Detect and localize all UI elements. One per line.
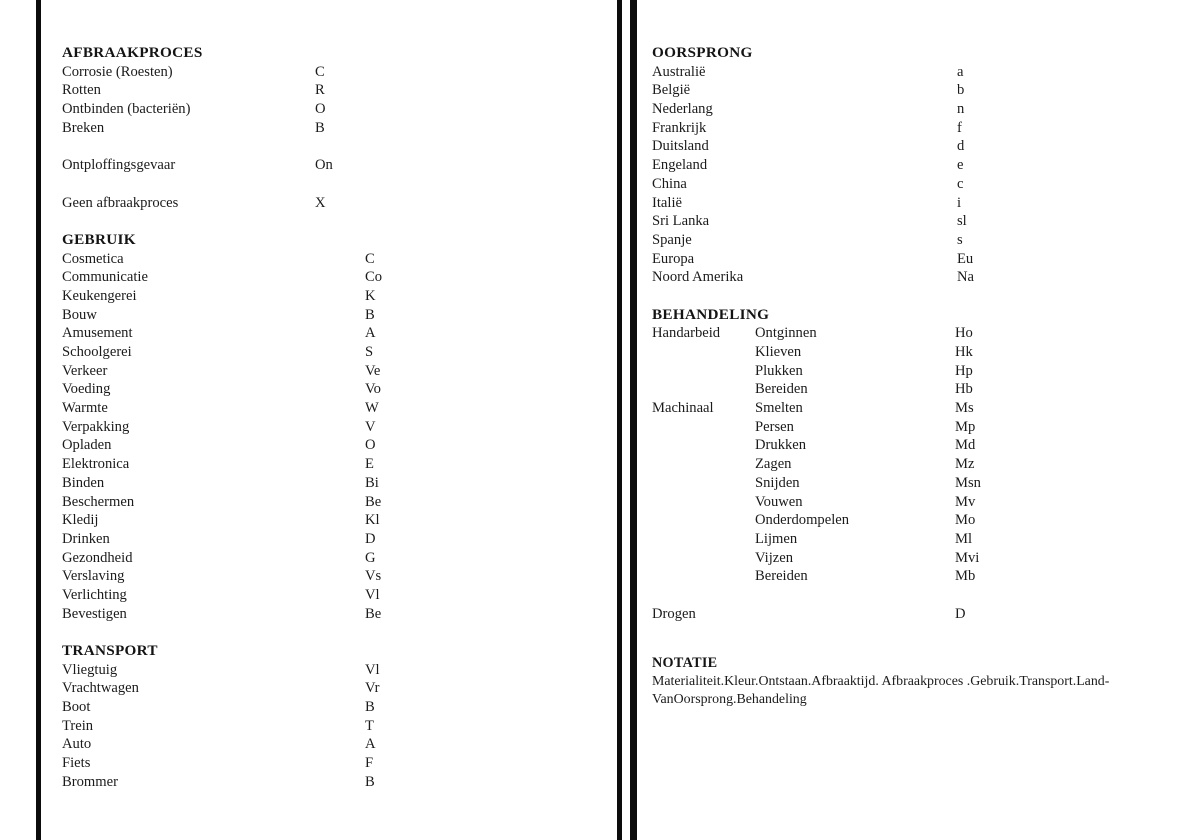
item-label: Verkeer xyxy=(62,362,108,379)
item-label: Snijden xyxy=(755,474,800,491)
item-code: Mp xyxy=(955,418,976,435)
list-item xyxy=(62,549,610,568)
item-label: Ontploffingsgevaar xyxy=(62,157,176,174)
item-code: f xyxy=(957,119,962,136)
list-item xyxy=(652,100,1157,119)
item-label: Vijzen xyxy=(755,549,794,566)
item-code: K xyxy=(365,287,376,304)
list-item xyxy=(62,399,610,418)
list-item xyxy=(652,324,1157,343)
section-title-notatie: NOTATIE xyxy=(652,655,718,672)
group-label xyxy=(652,567,755,586)
item-code: Vo xyxy=(365,381,381,398)
list-item xyxy=(652,380,1157,399)
item-label: Geen afbraakproces xyxy=(62,194,179,211)
item-code: Mb xyxy=(955,568,976,585)
item-label: Corrosie (Roesten) xyxy=(62,63,173,80)
list-item xyxy=(62,81,610,100)
item-label: Fiets xyxy=(62,755,91,772)
group-label xyxy=(652,530,755,549)
list-item xyxy=(62,287,610,306)
spine-edge-line-left xyxy=(617,0,622,840)
item-code: Vs xyxy=(365,568,382,585)
left-page-edge-line xyxy=(36,0,41,840)
item-code: Vl xyxy=(365,586,380,603)
list-item xyxy=(652,549,1157,568)
item-code: Eu xyxy=(957,250,974,267)
list-item xyxy=(652,175,1157,194)
group-label xyxy=(652,549,755,568)
item-label: Bouw xyxy=(62,306,97,323)
item-label: Cosmetica xyxy=(62,250,124,267)
item-label: Vliegtuig xyxy=(62,661,118,678)
list-item xyxy=(62,418,610,437)
item-label: Schoolgerei xyxy=(62,344,132,361)
list-item xyxy=(62,735,610,754)
item-label: Beschermen xyxy=(62,493,135,510)
list-item xyxy=(62,698,610,717)
item-code: sl xyxy=(957,213,967,230)
item-code: Ho xyxy=(955,325,973,342)
item-label: Warmte xyxy=(62,400,108,417)
item-code: D xyxy=(955,605,966,622)
list-item xyxy=(652,231,1157,250)
item-code: C xyxy=(315,63,325,80)
spine-edge-line-right xyxy=(630,0,637,840)
item-code: Msn xyxy=(955,474,981,491)
item-label: Verslaving xyxy=(62,568,125,585)
item-code: Hp xyxy=(955,362,973,379)
item-label: Noord Amerika xyxy=(652,269,744,286)
list-item xyxy=(62,474,610,493)
section-title-afbraakproces: AFBRAAKPROCES xyxy=(62,44,203,61)
list-item xyxy=(62,511,610,530)
list-item xyxy=(652,343,1157,362)
item-code: Co xyxy=(365,269,383,286)
item-code: On xyxy=(315,157,333,174)
item-code: c xyxy=(957,175,964,192)
item-code: G xyxy=(365,549,376,566)
list-item xyxy=(652,399,1157,418)
item-code: Kl xyxy=(365,512,380,529)
item-code: A xyxy=(365,736,376,753)
item-label: Italië xyxy=(652,194,682,211)
group-label xyxy=(652,493,755,512)
list-item xyxy=(62,343,610,362)
list-item xyxy=(652,268,1157,287)
item-code: e xyxy=(957,157,964,174)
list-item xyxy=(652,250,1157,269)
section-title-oorsprong: OORSPRONG xyxy=(652,44,753,61)
item-label: Boot xyxy=(62,699,91,716)
group-label xyxy=(652,418,755,437)
item-label: Vrachtwagen xyxy=(62,680,139,697)
item-label: Engeland xyxy=(652,157,708,174)
item-label: Ontbinden (bacteriën) xyxy=(62,101,191,118)
list-item xyxy=(62,324,610,343)
item-label: Europa xyxy=(652,250,695,267)
item-label: Brommer xyxy=(62,773,118,790)
item-code: E xyxy=(365,456,374,473)
item-code: Be xyxy=(365,493,382,510)
item-label: Bereiden xyxy=(755,568,808,585)
item-code: d xyxy=(957,138,965,155)
item-code: s xyxy=(957,231,963,248)
item-label: Lijmen xyxy=(755,530,798,547)
item-code: A xyxy=(365,325,376,342)
item-label: Frankrijk xyxy=(652,119,707,136)
list-item xyxy=(652,63,1157,82)
group-label: Handarbeid xyxy=(652,325,721,342)
list-item xyxy=(62,717,610,736)
item-code: Be xyxy=(365,605,382,622)
spacer-row xyxy=(62,175,610,194)
section-transport xyxy=(62,642,610,792)
item-label: Drinken xyxy=(62,530,110,547)
list-item xyxy=(62,773,610,792)
item-code: Ve xyxy=(365,362,381,379)
item-label: Spanje xyxy=(652,231,692,248)
section-title-gebruik: GEBRUIK xyxy=(62,230,136,248)
group-label: Machinaal xyxy=(652,400,714,417)
notatie-text-line: Materialiteit.Kleur.Ontstaan.Afbraaktijd. Afbraakproces .Gebruik.Transport.Land- xyxy=(652,674,1110,690)
list-item xyxy=(62,530,610,549)
section-behandeling xyxy=(652,306,1157,624)
item-code: Vr xyxy=(365,680,380,697)
section-oorsprong xyxy=(652,44,1157,287)
item-code: Hb xyxy=(955,381,973,398)
item-code: Mo xyxy=(955,512,976,529)
item-label: Duitsland xyxy=(652,138,709,155)
list-item xyxy=(652,194,1157,213)
list-item xyxy=(62,63,610,82)
right-page xyxy=(652,44,1157,710)
list-item xyxy=(652,156,1157,175)
notatie-text-line: VanOorsprong.Behandeling xyxy=(652,692,807,708)
item-code: B xyxy=(365,306,375,323)
list-item xyxy=(62,493,610,512)
list-item xyxy=(62,586,610,605)
list-item xyxy=(652,511,1157,530)
item-label: Rotten xyxy=(62,82,101,99)
list-item xyxy=(652,137,1157,156)
section-afbraakproces xyxy=(62,44,610,212)
list-item xyxy=(652,362,1157,381)
item-label: Elektronica xyxy=(62,456,130,473)
item-label: België xyxy=(652,82,691,99)
list-item xyxy=(62,679,610,698)
item-code: B xyxy=(315,119,325,136)
list-item xyxy=(62,436,610,455)
item-code: B xyxy=(365,773,375,790)
list-item xyxy=(652,567,1157,586)
item-code: B xyxy=(365,699,375,716)
item-code: Ms xyxy=(955,400,974,417)
group-label xyxy=(652,511,755,530)
item-code: Bi xyxy=(365,474,379,491)
item-label: Trein xyxy=(62,717,94,734)
item-code: Mz xyxy=(955,456,975,473)
item-label: Verlichting xyxy=(62,586,127,603)
list-item xyxy=(652,605,1157,624)
group-label xyxy=(652,362,755,381)
section-notatie xyxy=(652,654,1157,709)
item-code: a xyxy=(957,63,964,80)
group-label xyxy=(652,380,755,399)
list-item xyxy=(62,455,610,474)
item-label: China xyxy=(652,175,687,192)
list-item xyxy=(652,436,1157,455)
item-label: Australië xyxy=(652,63,706,80)
left-page xyxy=(62,44,610,792)
list-item xyxy=(62,661,610,680)
item-code: F xyxy=(365,755,374,772)
list-item xyxy=(652,119,1157,138)
item-label: Verpakking xyxy=(62,418,130,435)
item-code: S xyxy=(365,344,374,361)
item-code: n xyxy=(957,101,965,118)
item-code: C xyxy=(365,250,375,267)
item-code: X xyxy=(315,194,326,211)
item-code: T xyxy=(365,717,374,734)
item-code: Md xyxy=(955,437,976,454)
item-code: Na xyxy=(957,269,975,286)
item-label: Bereiden xyxy=(755,381,808,398)
section-gebruik xyxy=(62,231,610,623)
list-item xyxy=(62,156,610,175)
item-label: Opladen xyxy=(62,437,112,454)
list-item xyxy=(62,380,610,399)
item-label: Voeding xyxy=(62,381,111,398)
item-label: Drukken xyxy=(755,437,807,454)
list-item xyxy=(652,81,1157,100)
list-item xyxy=(62,100,610,119)
item-label: Breken xyxy=(62,119,105,136)
item-label: Keukengerei xyxy=(62,287,137,304)
item-label: Ontginnen xyxy=(755,325,817,342)
list-item xyxy=(62,250,610,269)
spacer-row xyxy=(62,137,610,156)
item-code: b xyxy=(957,82,965,99)
item-label: Bevestigen xyxy=(62,605,127,622)
item-code: Hk xyxy=(955,344,973,361)
list-item xyxy=(652,455,1157,474)
item-code: Mv xyxy=(955,493,976,510)
item-label: Gezondheid xyxy=(62,549,133,566)
group-label xyxy=(652,343,755,362)
item-code: V xyxy=(365,418,376,435)
list-item xyxy=(652,493,1157,512)
item-code: Ml xyxy=(955,530,973,547)
group-label xyxy=(652,474,755,493)
item-label: Auto xyxy=(62,736,92,753)
item-label: Persen xyxy=(755,418,794,435)
spacer-row xyxy=(652,586,1157,605)
item-label: Kledij xyxy=(62,512,99,529)
item-code: Mvi xyxy=(955,549,980,566)
item-code: O xyxy=(315,101,326,118)
list-item xyxy=(62,754,610,773)
list-item xyxy=(62,567,610,586)
group-label xyxy=(652,455,755,474)
list-item xyxy=(62,194,610,213)
item-label: Zagen xyxy=(755,456,792,473)
item-code: i xyxy=(957,194,962,211)
item-code: Vl xyxy=(365,661,380,678)
list-item xyxy=(652,212,1157,231)
list-item xyxy=(62,362,610,381)
item-code: O xyxy=(365,437,376,454)
item-label: Binden xyxy=(62,474,105,491)
list-item xyxy=(62,306,610,325)
item-code: D xyxy=(365,530,376,547)
item-label: Sri Lanka xyxy=(652,213,710,230)
section-title-transport: TRANSPORT xyxy=(62,642,158,660)
list-item xyxy=(652,418,1157,437)
item-code: R xyxy=(315,82,325,99)
item-label: Plukken xyxy=(755,362,803,379)
list-item xyxy=(652,530,1157,549)
item-code: W xyxy=(365,400,379,417)
section-title-behandeling: BEHANDELING xyxy=(652,305,770,323)
group-label: Drogen xyxy=(652,605,696,622)
list-item xyxy=(62,605,610,624)
item-label: Nederlang xyxy=(652,101,713,118)
list-item xyxy=(62,268,610,287)
item-label xyxy=(755,605,955,624)
item-label: Amusement xyxy=(62,325,133,342)
group-label xyxy=(652,436,755,455)
item-label: Vouwen xyxy=(755,493,803,510)
item-label: Communicatie xyxy=(62,269,148,286)
item-label: Smelten xyxy=(755,400,803,417)
item-label: Klieven xyxy=(755,344,802,361)
list-item xyxy=(62,119,610,138)
list-item xyxy=(652,474,1157,493)
item-label: Onderdompelen xyxy=(755,512,850,529)
